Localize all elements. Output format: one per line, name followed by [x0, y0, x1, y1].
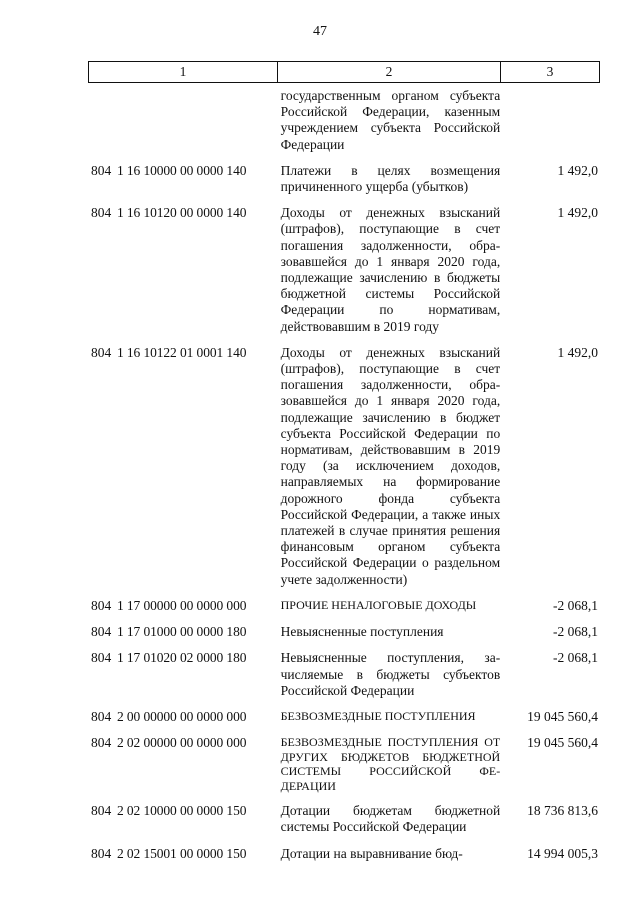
table-row — [88, 598, 602, 614]
revenue-name-cell: Доходы от денежных взысканий (штрафов), поступающие в счет погашения задолженности, образовавшейся до 1 января 2020 года, подлежащие зачислению в бюджет субъекта Российской Федерации по нормативам, действовавшим в 2019 году (за исключением доходов, направляемых на формирование дорожного фонда субъекта Российской Федерации, а также иных платежей в случае принятия решения финансовым органом субъекта Российской Федерации о раздельном учете задолженности) — [280, 344, 501, 587]
revenue-name-cell: БЕЗВОЗМЕЗДНЫЕ ПОСТУПЛЕНИЯ ОТ ДРУГИХ БЮДЖЕТОВ БЮДЖЕТНОЙ СИСТЕМЫ РОССИЙСКОЙ ФЕДЕРАЦИИ — [280, 735, 501, 793]
amount-cell: -2 068,1 — [553, 624, 599, 640]
table-row — [88, 803, 602, 835]
revenue-name-cell: Невыясненные поступления — [280, 624, 444, 640]
admin-code-cell: 804 — [91, 624, 112, 640]
amount-cell: 18 736 813,6 — [527, 803, 599, 819]
page-number: 47 — [313, 24, 327, 39]
budget-classification-code-cell: 1 16 10000 00 0000 140 — [116, 162, 247, 178]
table-row — [88, 205, 602, 335]
budget-classification-code-cell: 2 00 00000 00 0000 000 — [116, 708, 247, 724]
table-row — [88, 345, 602, 588]
revenue-table — [88, 88, 602, 872]
admin-code-cell: 804 — [91, 803, 112, 819]
table-row — [88, 88, 602, 153]
admin-code-cell: 804 — [91, 845, 112, 861]
revenue-name-cell: Доходы от денежных взысканий (штрафов), поступающие в счет погашения задолженности, образовавшейся до 1 января 2020 года, подлежащие зачислению в бюджеты бюджетной системы Российской Федерации по нормативам, действовавшим в 2019 году — [280, 205, 501, 334]
table-row — [88, 650, 602, 699]
revenue-name-cell: ПРОЧИЕ НЕНАЛОГОВЫЕ ДОХОДЫ — [280, 597, 477, 612]
amount-cell: 19 045 560,4 — [527, 708, 599, 724]
column-header-1: 1 — [89, 62, 278, 82]
amount-cell: -2 068,1 — [553, 650, 599, 666]
admin-code-cell: 804 — [91, 735, 112, 751]
column-header-2: 2 — [278, 62, 501, 82]
budget-classification-code-cell: 1 17 01000 00 0000 180 — [116, 624, 247, 640]
admin-code-cell: 804 — [91, 344, 112, 360]
admin-code-cell: 804 — [91, 597, 112, 613]
budget-classification-code-cell: 1 16 10120 00 0000 140 — [116, 205, 247, 221]
budget-classification-code-cell: 2 02 00000 00 0000 000 — [116, 735, 247, 751]
table-column-header — [88, 61, 600, 83]
amount-cell: 1 492,0 — [557, 162, 599, 178]
budget-classification-code-cell: 2 02 10000 00 0000 150 — [116, 803, 247, 819]
table-row — [88, 709, 602, 725]
revenue-name-cell: Дотации на выравнивание бюд- — [280, 845, 463, 861]
table-row — [88, 624, 602, 640]
amount-cell: -2 068,1 — [553, 597, 599, 613]
amount-cell: 1 492,0 — [557, 205, 599, 221]
budget-classification-code-cell: 1 17 01020 02 0000 180 — [116, 650, 247, 666]
admin-code-cell: 804 — [91, 205, 112, 221]
revenue-name-cell: Платежи в целях возмещения причиненного ущерба (убытков) — [280, 162, 501, 195]
admin-code-cell: 804 — [91, 162, 112, 178]
budget-classification-code-cell: 2 02 15001 00 0000 150 — [116, 845, 247, 861]
revenue-name-cell: БЕЗВОЗМЕЗДНЫЕ ПОСТУПЛЕНИЯ — [280, 708, 476, 723]
budget-classification-code-cell: 1 16 10122 01 0001 140 — [116, 344, 247, 360]
column-header-3: 3 — [546, 64, 554, 79]
revenue-name-cell: государственным органом субъекта Российской Федерации, казенным учреждением субъекта Российской Федерации — [280, 88, 501, 152]
revenue-name-cell: Дотации бюджетам бюджетной системы Российской Федерации — [280, 803, 501, 835]
table-row — [88, 163, 602, 195]
table-row — [88, 735, 602, 793]
revenue-name-cell: Невыясненные поступления, зачисляемые в бюджеты субъектов Российской Федерации — [280, 650, 501, 698]
amount-cell: 19 045 560,4 — [527, 735, 599, 751]
admin-code-cell: 804 — [91, 708, 112, 724]
budget-classification-code-cell: 1 17 00000 00 0000 000 — [116, 597, 247, 613]
table-row — [88, 846, 602, 862]
admin-code-cell: 804 — [91, 650, 112, 666]
amount-cell: 14 994 005,3 — [527, 845, 599, 861]
amount-cell: 1 492,0 — [557, 344, 599, 360]
